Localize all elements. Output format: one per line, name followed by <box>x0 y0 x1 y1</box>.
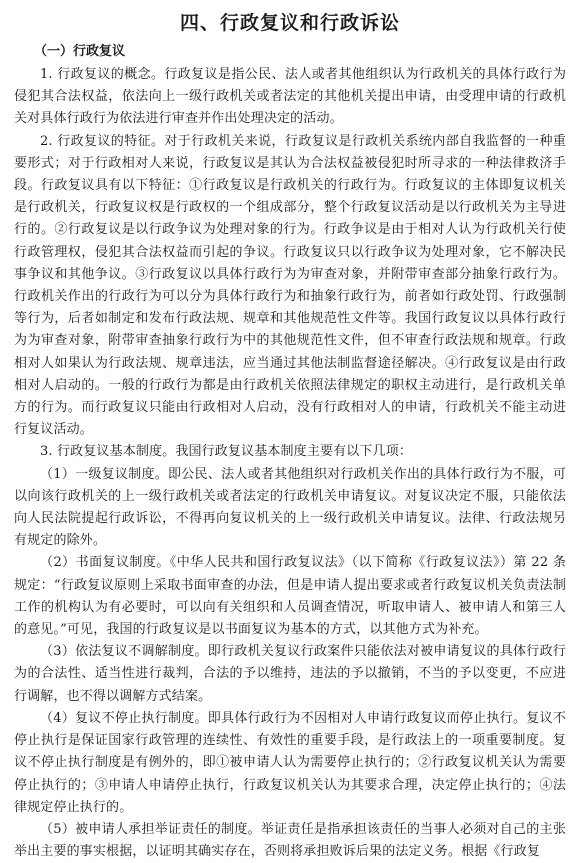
paragraph-concept: 1. 行政复议的概念。行政复议是指公民、法人或者其他组织认为行政机关的具体行政行为侵犯其合法权益，依法向上一级行政机关或者法定的其他机关提出申请，由受理申请的行政机关对具体行政行为依法进行审查并作出处理决定的活动。 <box>14 67 566 127</box>
paragraph-no-suspension: （4）复议不停止执行制度。即具体行政行为不因相对人申请行政复议而停止执行。复议不停止执行是保证国家行政管理的连续性、有效性的重要手段，是行政法上的一项重要制度。复议不停止执行制度是有例外的，即①被申请人认为需要停止执行的；②行政复议机关认为需要停止执行的；③申请人申请停止执行，行政复议机关认为其要求合理，决定停止执行的；④法律规定停止执行的。 <box>14 710 566 815</box>
paragraph-basic-system: 3. 行政复议基本制度。我国行政复议基本制度主要有以下几项： <box>40 444 413 460</box>
paragraph-written-review: （2）书面复议制度。《中华人民共和国行政复议法》（以下简称《行政复议法》）第 22 条规定：“行政复议原则上采取书面审查的办法，但是申请人提出要求或者行政复议机关负责法制工作的机构认为有必要时，可以向有关组织和人员调查情况，听取申请人、被申请人和第三人的意见。”可见，我国的行政复议是以书面复议为基本的方式，以其他方式为补充。 <box>14 555 566 638</box>
section-heading: （一）行政复议 <box>34 44 126 59</box>
paragraph-burden-of-proof: （5）被申请人承担举证责任的制度。举证责任是指承担该责任的当事人必须对自己的主张举出主要的事实根据，以证明其确实存在，否则将承担败诉后果的法定义务。根据《行政复 <box>14 821 566 860</box>
paragraph-no-mediation: （3）依法复议不调解制度。即行政机关复议行政案件只能依法对被申请复议的具体行政行为的合法性、适当性进行裁判，合法的予以维持，违法的予以撤销，不当的予以变更，不应进行调解，也不得以调解方式结案。 <box>14 644 566 704</box>
paragraph-one-level-review: （1）一级复议制度。即公民、法人或者其他组织对行政机关作出的具体行政行为不服，可以向该行政机关的上一级行政机关或者法定的行政机关申请复议。对复议决定不服，只能依法向人民法院提起行政诉讼，不得再向复议机关的上一级行政机关申请复议。法律、行政法规另有规定的除外。 <box>14 466 566 549</box>
page-title: 四、行政复议和行政诉讼 <box>179 12 400 34</box>
paragraph-features: 2. 行政复议的特征。对于行政机关来说，行政复议是行政机关系统内部自我监督的一种重要形式；对于行政相对人来说，行政复议是其认为合法权益被侵犯时所寻求的一种法律救济手段。行政复议具有以下特征：①行政复议是行政机关的行政行为。行政复议的主体即复议机关是行政机关，行政复议权是行政权的一个组成部分，整个行政复议活动是以行政机关为主导进行的。②行政复议是以行政争议为处理对象的行为。行政争议是由于相对人认为行政机关行使行政管理权，侵犯其合法权益而引起的争议。行政复议只以行政争议为处理对象，它不解决民事争议和其他争议。③行政复议以具体行政行为为审查对象，并附带审查部分抽象行政行为。行政机关作出的行政行为可以分为具体行政行为和抽象行政行为，前者如行政处罚、行政强制等行为，后者如制定和发布行政法规、规章和其他规范性文件等。我国行政复议以具体行政行为为审查对象，附带审查抽象行政行为中的其他规范性文件，但不审查行政法规和规章。行政相对人如果认为行政法规、规章违法，应当通过其他法制监督途径解决。④行政复议是由行政相对人启动的。一般的行政行为都是由行政机关依照法律规定的职权主动进行，是行政机关单方的行为。而行政复议只能由行政相对人启动，没有行政相对人的申请，行政机关不能主动进行复议活动。 <box>14 133 566 438</box>
